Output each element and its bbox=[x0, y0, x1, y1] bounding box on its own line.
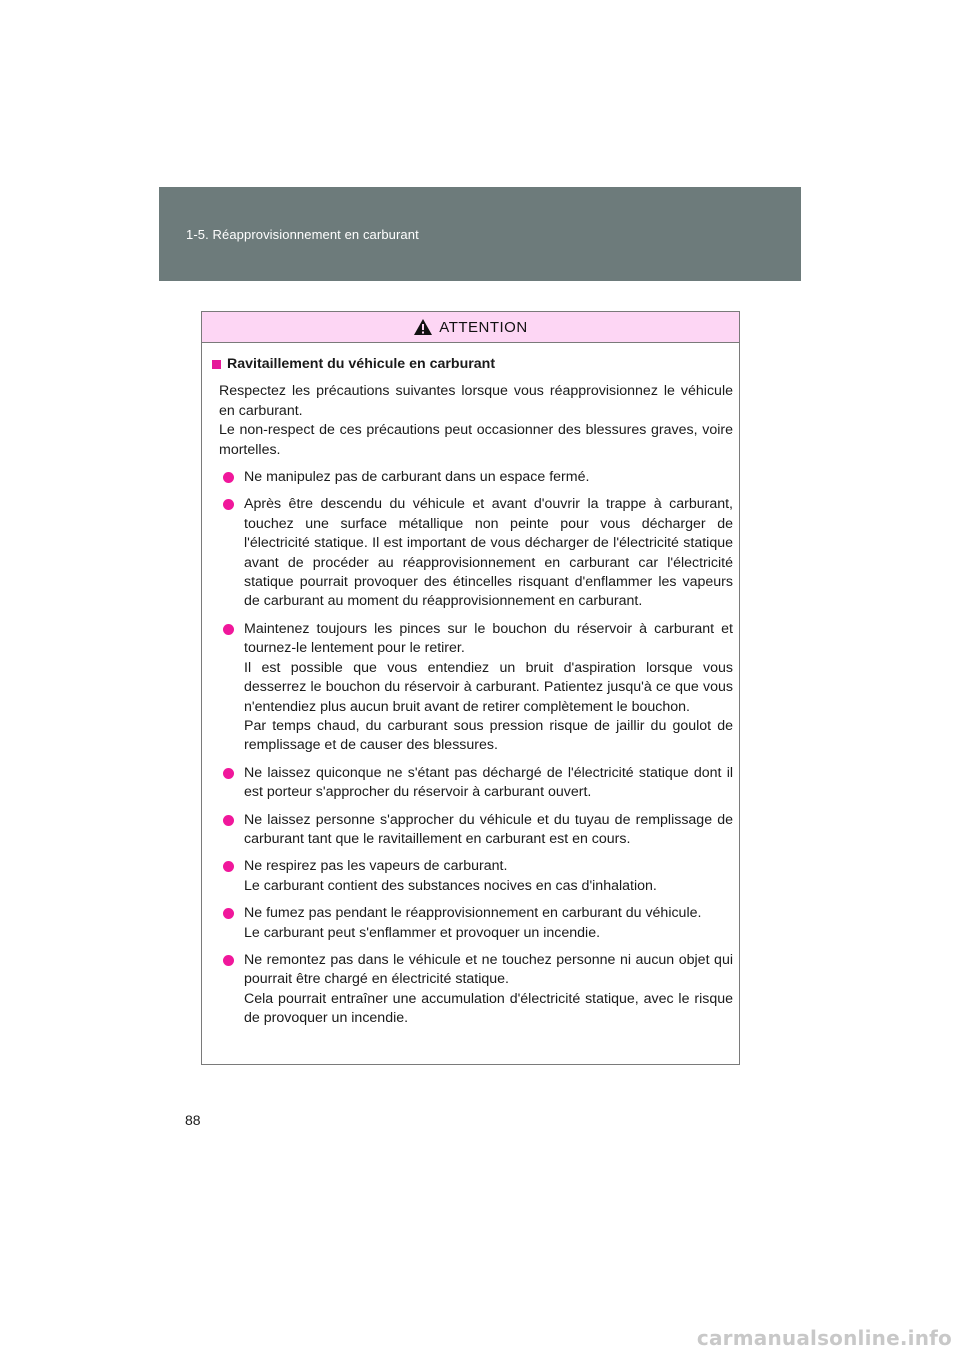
bullet-item bbox=[212, 620, 733, 756]
bullet-text: Maintenez toujours les pinces sur le bouchon du réservoir à carburant et tournez-le lentement pour le retirer. bbox=[244, 620, 733, 657]
bullet-text: Ne fumez pas pendant le réapprovisionnement en carburant du véhicule. bbox=[244, 905, 702, 922]
bullet-text: Il est possible que vous entendiez un bruit d'aspiration lorsque vous desserrez le bouchon du réservoir à carburant. Patientez jusqu'à ce que vous n'entendiez plus aucun bruit avant de retirer complètement le bouchon. bbox=[244, 659, 733, 715]
intro-line: Le non-respect de ces précautions peut occasionner des blessures graves, voire mortelles. bbox=[219, 422, 733, 458]
intro-line: Respectez les précautions suivantes lorsque vous réapprovisionnez le véhicule en carburant. bbox=[219, 383, 733, 419]
bullet-text: Par temps chaud, du carburant sous pression risque de jaillir du goulot de remplissage et de causer des blessures. bbox=[244, 717, 733, 754]
bullet-text: Ne laissez personne s'approcher du véhicule et du tuyau de remplissage de carburant tant que le ravitaillement en carburant est en cours. bbox=[244, 811, 733, 847]
bullet-dot-icon bbox=[223, 861, 234, 872]
bullet-item bbox=[212, 811, 733, 850]
page-number: 88 bbox=[185, 1112, 201, 1128]
bullet-text: Après être descendu du véhicule et avant d'ouvrir la trappe à carburant, touchez une surface métallique non peinte pour vous décharger de l'électricité statique. Il est important de vous décharger de l'électricité statique avant de procéder au réapprovisionnement en carburant car l'électricité statique pourrait provoquer des étincelles risquant d'enflammer les vapeurs de carburant au moment du réapprovisionnement en carburant. bbox=[244, 496, 733, 610]
bullet-dot-icon bbox=[223, 768, 234, 779]
subheading-text: Ravitaillement du véhicule en carburant bbox=[227, 356, 496, 372]
bullet-dot-icon bbox=[223, 624, 234, 635]
square-bullet-icon bbox=[212, 360, 221, 369]
caution-subheading bbox=[212, 355, 733, 374]
watermark[interactable]: carmanualsonline.info bbox=[696, 1326, 952, 1350]
section-title: 1-5. Réapprovisionnement en carburant bbox=[186, 227, 419, 242]
bullet-item bbox=[212, 904, 733, 943]
bullet-text: Ne respirez pas les vapeurs de carburant. bbox=[244, 858, 508, 875]
caution-box bbox=[201, 311, 740, 1065]
bullet-dot-icon bbox=[223, 955, 234, 966]
bullet-text: Ne manipulez pas de carburant dans un espace fermé. bbox=[244, 469, 590, 486]
bullet-dot-icon bbox=[223, 472, 234, 483]
bullet-dot-icon bbox=[223, 908, 234, 919]
caution-header bbox=[202, 312, 739, 343]
bullet-text: Ne laissez quiconque ne s'étant pas déchargé de l'électricité statique dont il est porteur s'approcher du réservoir à carburant ouvert. bbox=[244, 764, 733, 801]
bullet-dot-icon bbox=[223, 499, 234, 510]
caution-title: ATTENTION bbox=[439, 318, 528, 336]
bullet-text: Le carburant peut s'enflammer et provoquer un incendie. bbox=[244, 924, 601, 941]
intro-paragraph bbox=[219, 382, 733, 460]
bullet-item bbox=[212, 764, 733, 803]
bullet-item bbox=[212, 495, 733, 611]
bullet-item bbox=[212, 857, 733, 896]
bullet-item bbox=[212, 951, 733, 1029]
bullet-dot-icon bbox=[223, 815, 234, 826]
bullet-item bbox=[212, 468, 733, 487]
warning-triangle-icon bbox=[413, 318, 433, 336]
caution-body bbox=[202, 343, 739, 1029]
bullet-text: Cela pourrait entraîner une accumulation d'électricité statique, avec le risque de provoquer un incendie. bbox=[244, 990, 733, 1027]
bullet-text: Le carburant contient des substances nocives en cas d'inhalation. bbox=[244, 877, 657, 894]
bullet-text: Ne remontez pas dans le véhicule et ne touchez personne ni aucun objet qui pourrait être chargé en électricité statique. bbox=[244, 951, 733, 988]
section-header bbox=[159, 187, 801, 281]
